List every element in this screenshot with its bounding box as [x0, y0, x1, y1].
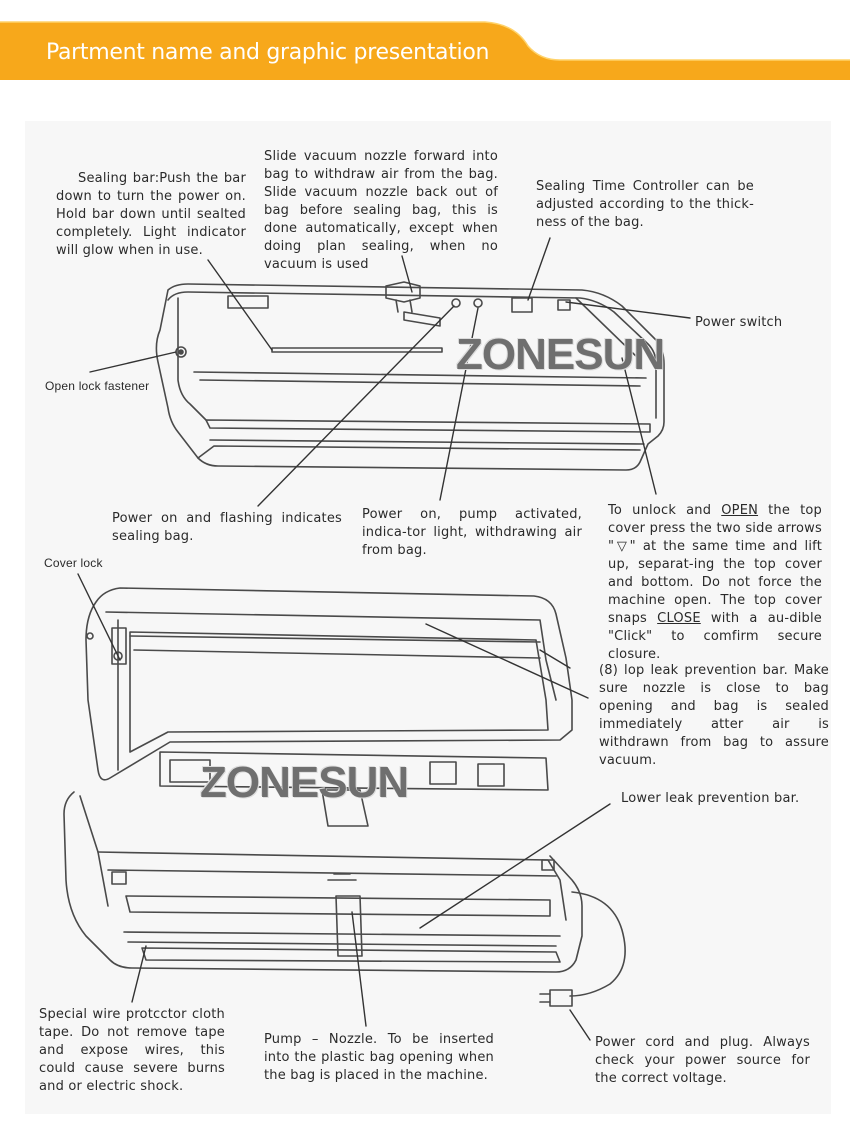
unlock-text-mid: the top cover press the two side arrows "▽" at the same time and lift up, separat-ing the top cover and bottom. Do not force the machine open. The top cover snaps	[608, 503, 822, 626]
label-special-wire-tape: Special wire protcctor cloth tape. Do not remove tape and expose wires, this could cause severe burns and or electric shock.	[39, 1007, 225, 1094]
label-top-leak-prevention-bar: (8) lop leak prevention bar. Make sure nozzle is close to bag opening and bag is sealed immediately atter air is withdrawn from bag to assure vacuum.	[599, 663, 829, 768]
label-open-lock-fastener: Open lock fastener	[45, 379, 150, 393]
label-sealing-bar: Sealing bar:Push the bar down to turn the power on. Hold bar down until sealted completely. Light indicator will glow when in use.	[56, 171, 246, 258]
label-pump-nozzle: Pump – Nozzle. To be inserted into the plastic bag opening when the bag is placed in the machine.	[264, 1032, 494, 1083]
unlock-text-pre: To unlock and	[608, 503, 722, 518]
watermark-top: ZONESUN	[456, 330, 665, 379]
label-power-cord: Power cord and plug. Always check your power source for the correct voltage.	[595, 1035, 810, 1086]
unlock-text-post: with a au-dible "Click" to comfirm secure closure.	[608, 611, 822, 662]
label-power-flashing: Power on and flashing indicates sealing bag.	[112, 511, 342, 544]
label-power-pump: Power on, pump activated, indica-tor light, withdrawing air from bag.	[362, 507, 582, 558]
label-sealing-time-controller: Sealing Time Controller can be adjusted according to the thick-ness of the bag.	[536, 179, 754, 230]
label-cover-lock: Cover lock	[44, 556, 103, 570]
label-vacuum-nozzle: Slide vacuum nozzle forward into bag to withdraw air from the bag. Slide vacuum nozzle back out of bag before sealing bag, this is done automatically, except when doing plan sealing, when no vacuum is used	[264, 149, 498, 272]
label-power-switch: Power switch	[695, 315, 783, 330]
label-lower-leak-prevention-bar: Lower leak prevention bar.	[621, 791, 800, 806]
label-unlock-open-cover	[608, 502, 822, 664]
unlock-close-word: CLOSE	[657, 611, 701, 626]
watermark-bottom: ZONESUN	[200, 758, 409, 807]
banner-title: Partment name and graphic presentation	[46, 40, 490, 65]
unlock-open-word: OPEN	[721, 503, 759, 518]
